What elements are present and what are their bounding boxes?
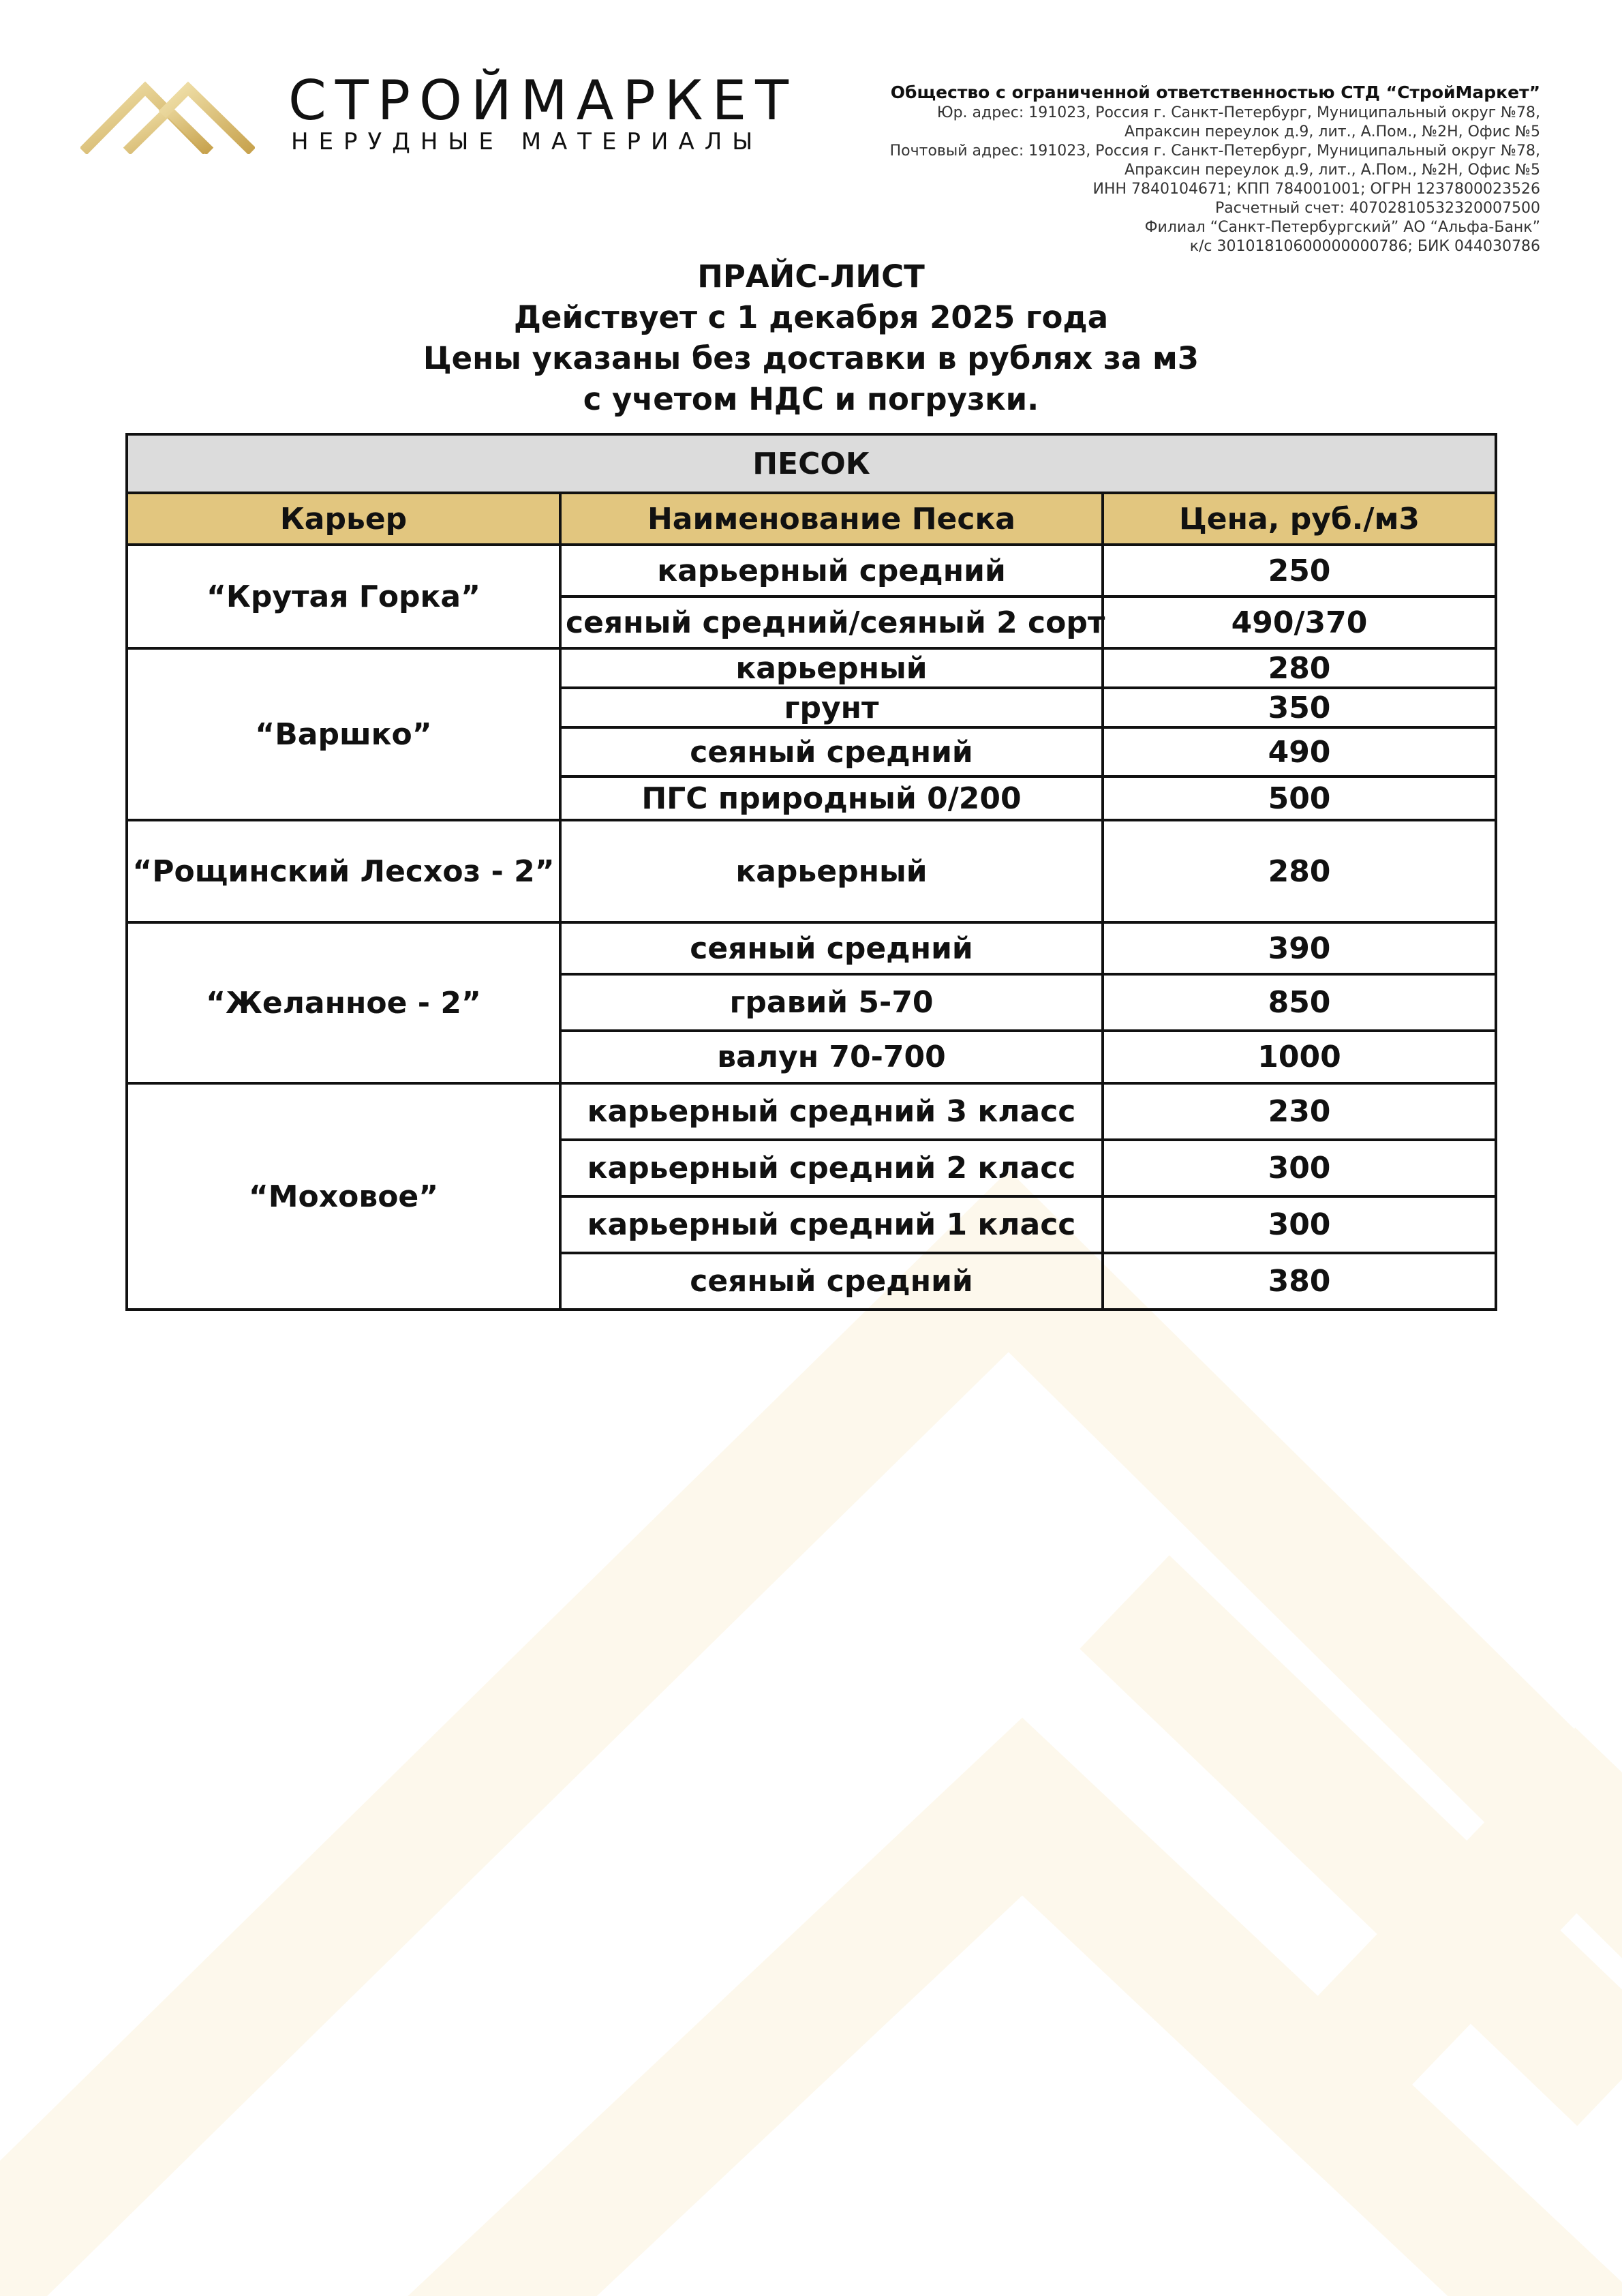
company-name: Общество с ограниченной ответственностью СТД “СтройМаркет”	[890, 82, 1540, 102]
quarry-cell: “Моховое”	[127, 1083, 560, 1310]
price-list-heading	[0, 256, 1622, 420]
price-cell: 230	[1103, 1083, 1496, 1140]
company-line: Расчетный счет: 40702810532320007500	[1214, 200, 1540, 217]
price-cell: 300	[1103, 1140, 1496, 1196]
price-cell: 500	[1103, 776, 1496, 820]
sand-name-cell: сеяный средний	[560, 1253, 1103, 1310]
price-cell: 380	[1103, 1253, 1496, 1310]
price-cell: 300	[1103, 1196, 1496, 1253]
sand-name-cell: карьерный	[560, 820, 1103, 922]
company-line: ИНН 7840104671; КПП 784001001; ОГРН 1237800023526	[1092, 181, 1540, 198]
price-cell: 280	[1103, 648, 1496, 688]
company-line: Апраксин переулок д.9, лит., А.Пом., №2Н, Офис №5	[1124, 123, 1540, 140]
column-header-quarry: Карьер	[127, 493, 560, 545]
price-cell: 490	[1103, 727, 1496, 776]
quarry-cell: “Рощинский Лесхоз - 2”	[127, 820, 560, 922]
price-cell: 280	[1103, 820, 1496, 922]
logo-name: СТРОЙМАРКЕТ	[288, 69, 797, 132]
sand-name-cell: сеяный средний	[560, 922, 1103, 974]
section-title: ПЕСОК	[127, 434, 1496, 493]
column-header-name: Наименование Песка	[560, 493, 1103, 545]
price-cell: 1000	[1103, 1031, 1496, 1083]
heading-date: Действует с 1 декабря 2025 года	[513, 299, 1109, 335]
sand-name-cell: карьерный средний 1 класс	[560, 1196, 1103, 1253]
sand-name-cell: карьерный	[560, 648, 1103, 688]
heading-note: Цены указаны без доставки в рублях за м3	[423, 340, 1199, 376]
price-table	[125, 433, 1497, 1311]
price-cell: 350	[1103, 688, 1496, 727]
price-cell: 490/370	[1103, 596, 1496, 648]
price-cell: 390	[1103, 922, 1496, 974]
quarry-cell: “Желанное - 2”	[127, 922, 560, 1083]
table-row	[127, 922, 1496, 974]
company-line: Почтовый адрес: 191023, Россия г. Санкт-Петербург, Муниципальный округ №78,	[889, 142, 1540, 160]
column-header-price: Цена, руб./м3	[1103, 493, 1496, 545]
quarry-cell: “Крутая Горка”	[127, 545, 560, 648]
company-line: Апраксин переулок д.9, лит., А.Пом., №2Н, Офис №5	[1124, 162, 1540, 179]
heading-note: с учетом НДС и погрузки.	[583, 381, 1039, 417]
company-details	[750, 82, 1540, 256]
company-line: Юр. адрес: 191023, Россия г. Санкт-Петербург, Муниципальный округ №78,	[936, 104, 1540, 121]
company-logo	[80, 68, 797, 160]
sand-name-cell: карьерный средний 2 класс	[560, 1140, 1103, 1196]
sand-name-cell: сеяный средний/сеяный 2 сорт	[560, 596, 1103, 648]
sand-name-cell: валун 70-700	[560, 1031, 1103, 1083]
sand-name-cell: грунт	[560, 688, 1103, 727]
sand-name-cell: карьерный средний 3 класс	[560, 1083, 1103, 1140]
company-line: к/с 30101810600000000786; БИК 044030786	[1189, 238, 1540, 255]
mountain-logo-icon	[80, 80, 255, 154]
heading-title: ПРАЙС-ЛИСТ	[697, 258, 925, 294]
table-row	[127, 545, 1496, 596]
sand-name-cell: гравий 5-70	[560, 974, 1103, 1031]
quarry-cell: “Варшко”	[127, 648, 560, 820]
price-cell: 250	[1103, 545, 1496, 596]
price-cell: 850	[1103, 974, 1496, 1031]
table-row	[127, 820, 1496, 922]
sand-name-cell: сеяный средний	[560, 727, 1103, 776]
sand-name-cell: ПГС природный 0/200	[560, 776, 1103, 820]
table-row	[127, 648, 1496, 688]
company-line: Филиал “Санкт-Петербургский” АО “Альфа-Банк”	[1144, 219, 1540, 236]
sand-name-cell: карьерный средний	[560, 545, 1103, 596]
table-row	[127, 1083, 1496, 1140]
logo-subtitle: НЕРУДНЫЕ МАТЕРИАЛЫ	[291, 128, 763, 155]
